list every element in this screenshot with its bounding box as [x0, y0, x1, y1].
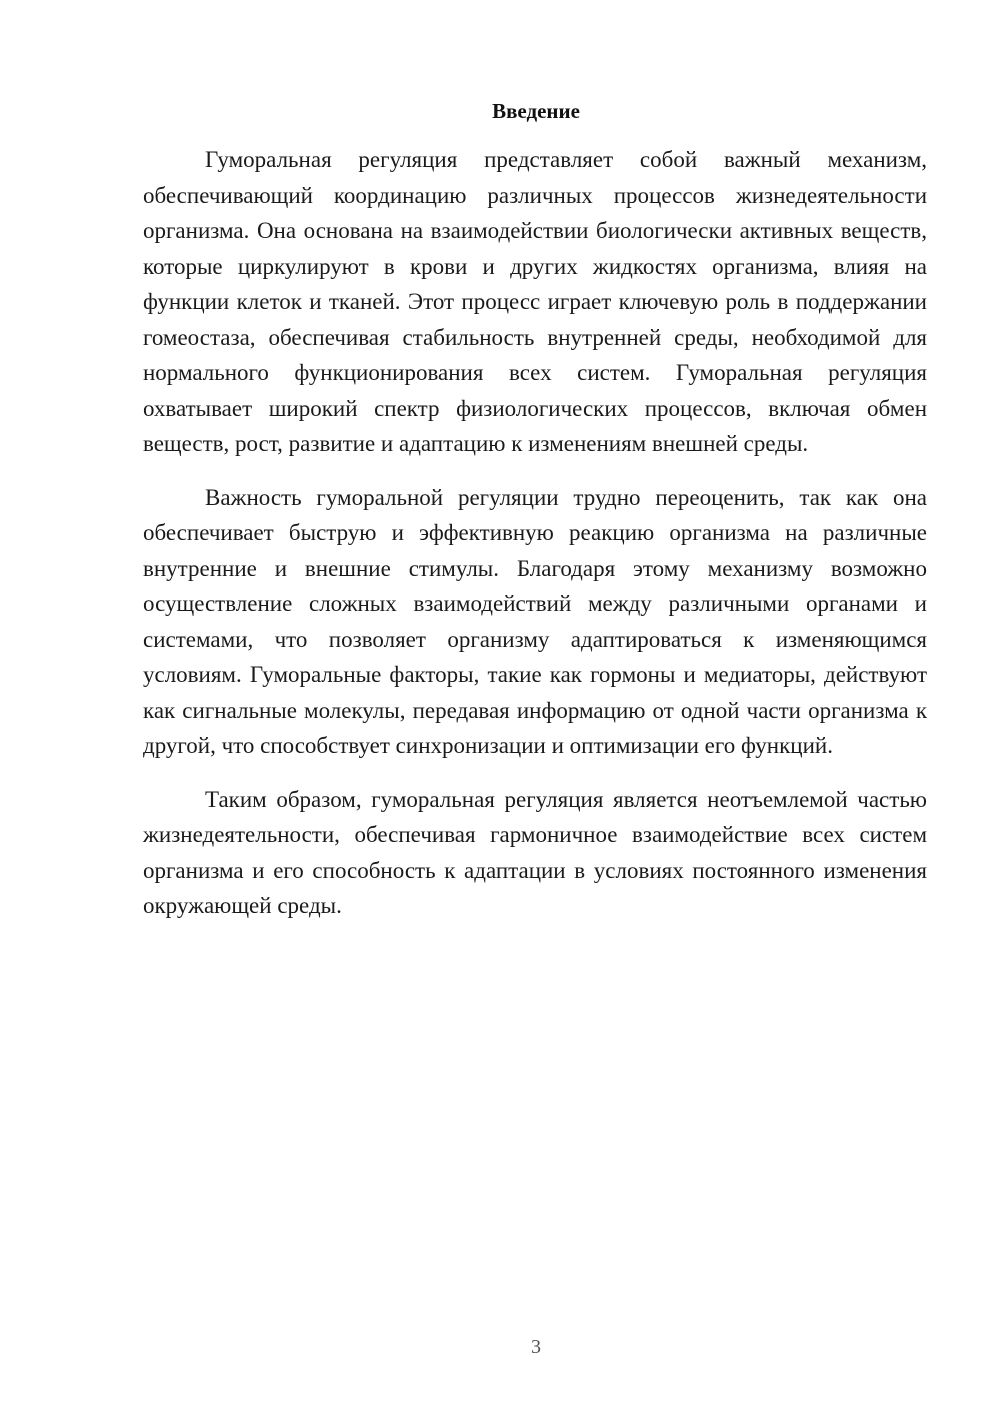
body-text — [143, 142, 927, 924]
paragraph-2: Важность гуморальной регуляции трудно переоценить, так как она обеспечивает быструю и эффективную реакцию организма на различные внутренние и внешние стимулы. Благодаря этому механизму возможно осуществление сложных взаимодействий между различными органами и системами, что позволяет организму адаптироваться к изменяющимся условиям. Гуморальные факторы, такие как гормоны и медиаторы, действуют как сигнальные молекулы, передавая информацию от одной части организма к другой, что способствует синхронизации и оптимизации его функций. — [143, 484, 927, 758]
paragraph-3: Таким образом, гуморальная регуляция является неотъемлемой частью жизнедеятельности, обеспечивая гармоничное взаимодействие всех систем организма и его способность к адаптации в условиях постоянного изменения окружающей среды. — [143, 786, 927, 918]
paragraph-1: Гуморальная регуляция представляет собой важный механизм, обеспечивающий координацию различных процессов жизнедеятельности организма. Она основана на взаимодействии биологически активных веществ, которые циркулируют в крови и других жидкостях организма, влияя на функции клеток и тканей. Этот процесс играет ключевую роль в поддержании гомеостаза, обеспечивая стабильность внутренней среды, необходимой для нормального функционирования всех систем. Гуморальная регуляция охватывает широкий спектр физиологических процессов, включая обмен веществ, рост, развитие и адаптацию к изменениям внешней среды. — [143, 147, 927, 456]
section-heading: Введение — [492, 99, 580, 123]
page-number: 3 — [531, 1336, 541, 1358]
